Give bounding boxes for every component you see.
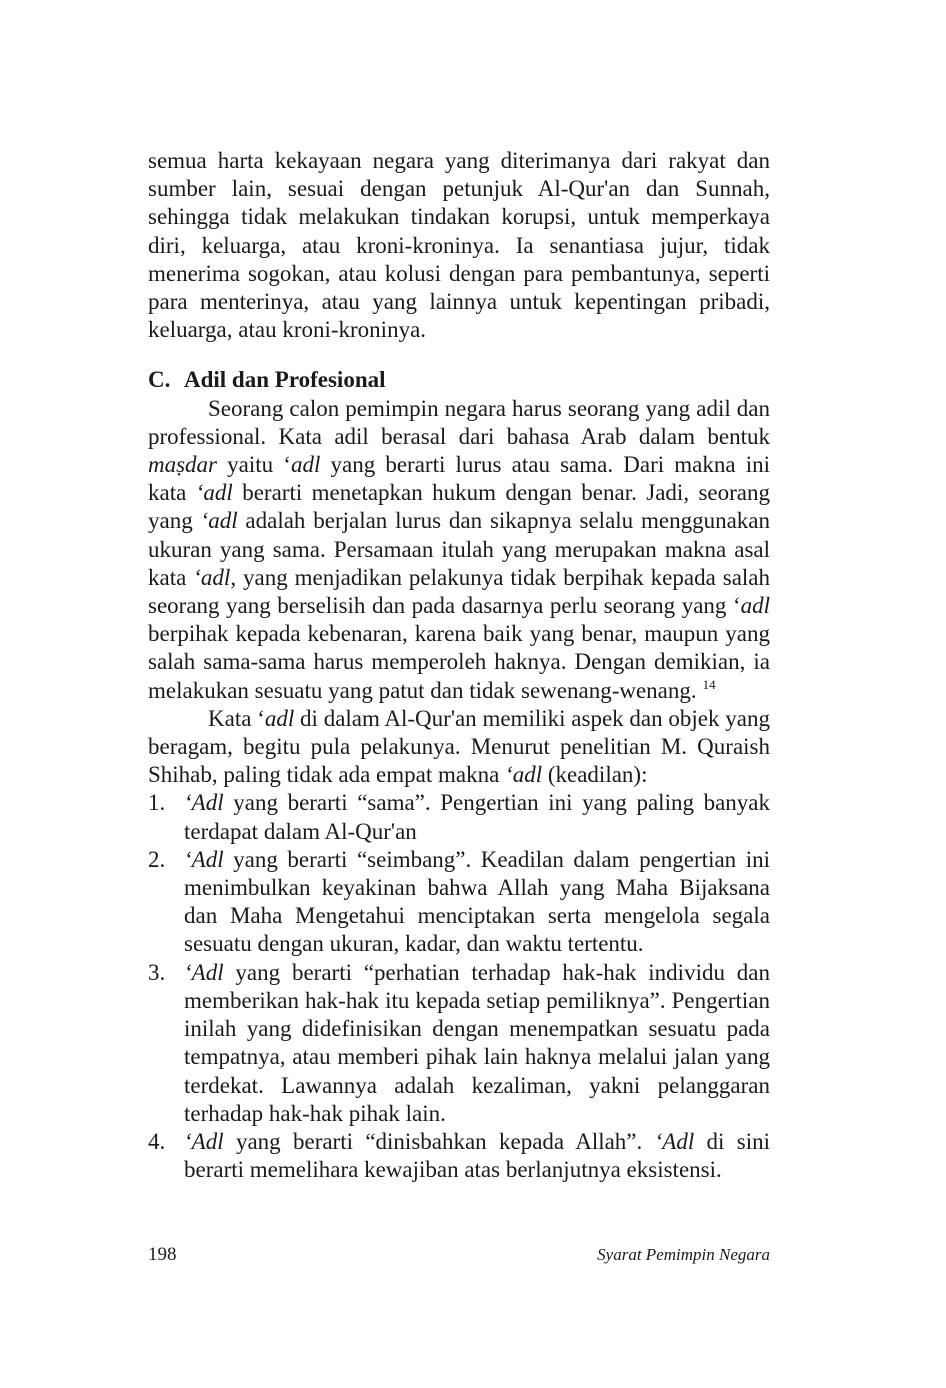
paragraph-adl-aspects	[148, 705, 770, 790]
italic-term: ‘adl	[505, 762, 543, 788]
page-footer	[148, 1244, 770, 1266]
list-item-text: yang berarti “sama”. Pengertian ini yang paling banyak terdapat dalam Al-Qur'an	[184, 790, 770, 844]
italic-term: ‘Adl	[184, 846, 224, 872]
list-item-body	[184, 846, 770, 959]
list-item	[148, 1128, 770, 1184]
italic-term: ‘Adl	[184, 790, 224, 816]
italic-term: adl	[740, 593, 770, 619]
italic-term: ‘Adl	[184, 959, 224, 985]
running-title: Syarat Pemimpin Negara	[597, 1245, 770, 1264]
text-run: di dalam Al-Qur'an memiliki aspek dan objek yang beragam, begitu pula pelakunya. Menurut penelitian M. Quraish Shihab, paling tidak ada empat makna	[148, 705, 770, 788]
list-number: 3.	[148, 959, 166, 985]
list-item	[148, 846, 770, 959]
italic-term: ‘adl	[200, 508, 238, 534]
italic-term: maṣdar	[148, 452, 218, 478]
text-run: , yang menjadikan pelakunya tidak berpihak kepada salah seorang yang berselisih dan pada dasarnya perlu seorang yang ‘	[148, 564, 770, 619]
text-run: Seorang calon pemimpin negara harus seorang yang adil dan professional. Kata adil berasal dari bahasa Arab dalam bentuk	[148, 395, 770, 449]
list-item-body	[184, 959, 770, 1128]
page-body	[148, 147, 770, 1184]
section-letter: C.	[148, 367, 171, 393]
text-run: yaitu ‘	[217, 452, 291, 478]
list-item-body	[184, 789, 770, 845]
list-item	[148, 959, 770, 1128]
list-item	[148, 789, 770, 845]
list-item-text: yang berarti “dinisbahkan kepada Allah”.	[223, 1128, 655, 1154]
list-item-text: yang berarti “perhatian terhadap hak-hak individu dan memberikan hak-hak itu kepada setiap pemiliknya”. Pengertian inilah yang didefinisikan dengan menempatkan sesuatu pada tempatnya, atau memberi pihak lain haknya melalui jalan yang terdekat. Lawannya adalah kezaliman, yakni pelanggaran terhadap hak-hak pihak lain.	[184, 959, 770, 1126]
italic-term: adl	[290, 452, 321, 478]
italic-term: adl	[264, 705, 295, 731]
section-heading	[148, 366, 770, 394]
text-run: adalah berjalan lurus dan sikapnya selalu menggunakan ukuran yang sama. Persamaan itulah yang merupakan makna asal kata	[148, 508, 770, 590]
top-paragraph: semua harta kekayaan negara yang diterimanya dari rakyat dan sumber lain, sesuai dengan petunjuk Al-Qur'an dan Sunnah, sehingga tidak melakukan tindakan korupsi, untuk memperkaya diri, keluarga, atau kroni-kroninya. Ia senantiasa jujur, tidak menerima sogokan, atau kolusi dengan para pembantunya, seperti para menterinya, atau yang lainnya untuk kepentingan pribadi, keluarga, atau kroni-kroninya.	[148, 148, 770, 343]
page-number: 198	[148, 1244, 177, 1265]
italic-term: ‘Adl	[654, 1128, 695, 1154]
list-number: 4.	[148, 1128, 166, 1154]
list-item-body	[184, 1128, 770, 1184]
list-number: 1.	[148, 790, 166, 816]
text-run: yang berarti lurus atau sama. Dari makna ini kata	[148, 452, 770, 506]
adl-meanings-list	[148, 789, 770, 1184]
text-run: Kata ‘	[208, 705, 265, 731]
text-run: (keadilan):	[542, 762, 648, 788]
section-title: Adil dan Profesional	[184, 367, 386, 393]
list-item-text: yang berarti “seimbang”. Keadilan dalam pengertian ini menimbulkan keyakinan bahwa Allah yang Maha Bijaksana dan Maha Mengetahui menciptakan serta mengelola segala sesuatu dengan ukuran, kadar, dan waktu tertentu.	[184, 846, 770, 957]
footnote-marker: 14	[702, 676, 716, 692]
italic-term: ‘adl	[193, 564, 231, 590]
text-run: berpihak kepada kebenaran, karena baik yang benar, maupun yang salah sama-sama harus memperoleh haknya. Dengan demikian, ia melakukan sesuatu yang patut dan tidak sewenang-wenang.	[148, 621, 770, 703]
italic-term: ‘adl	[195, 480, 233, 506]
italic-term: ‘Adl	[184, 1128, 224, 1154]
text-run: berarti menetapkan hukum dengan benar. Jadi, seorang yang	[148, 480, 771, 534]
list-number: 2.	[148, 846, 166, 872]
list-item-text: di sini berarti memelihara kewajiban atas berlanjutnya eksistensi.	[184, 1128, 771, 1183]
paragraph-adil-definition	[148, 395, 770, 705]
